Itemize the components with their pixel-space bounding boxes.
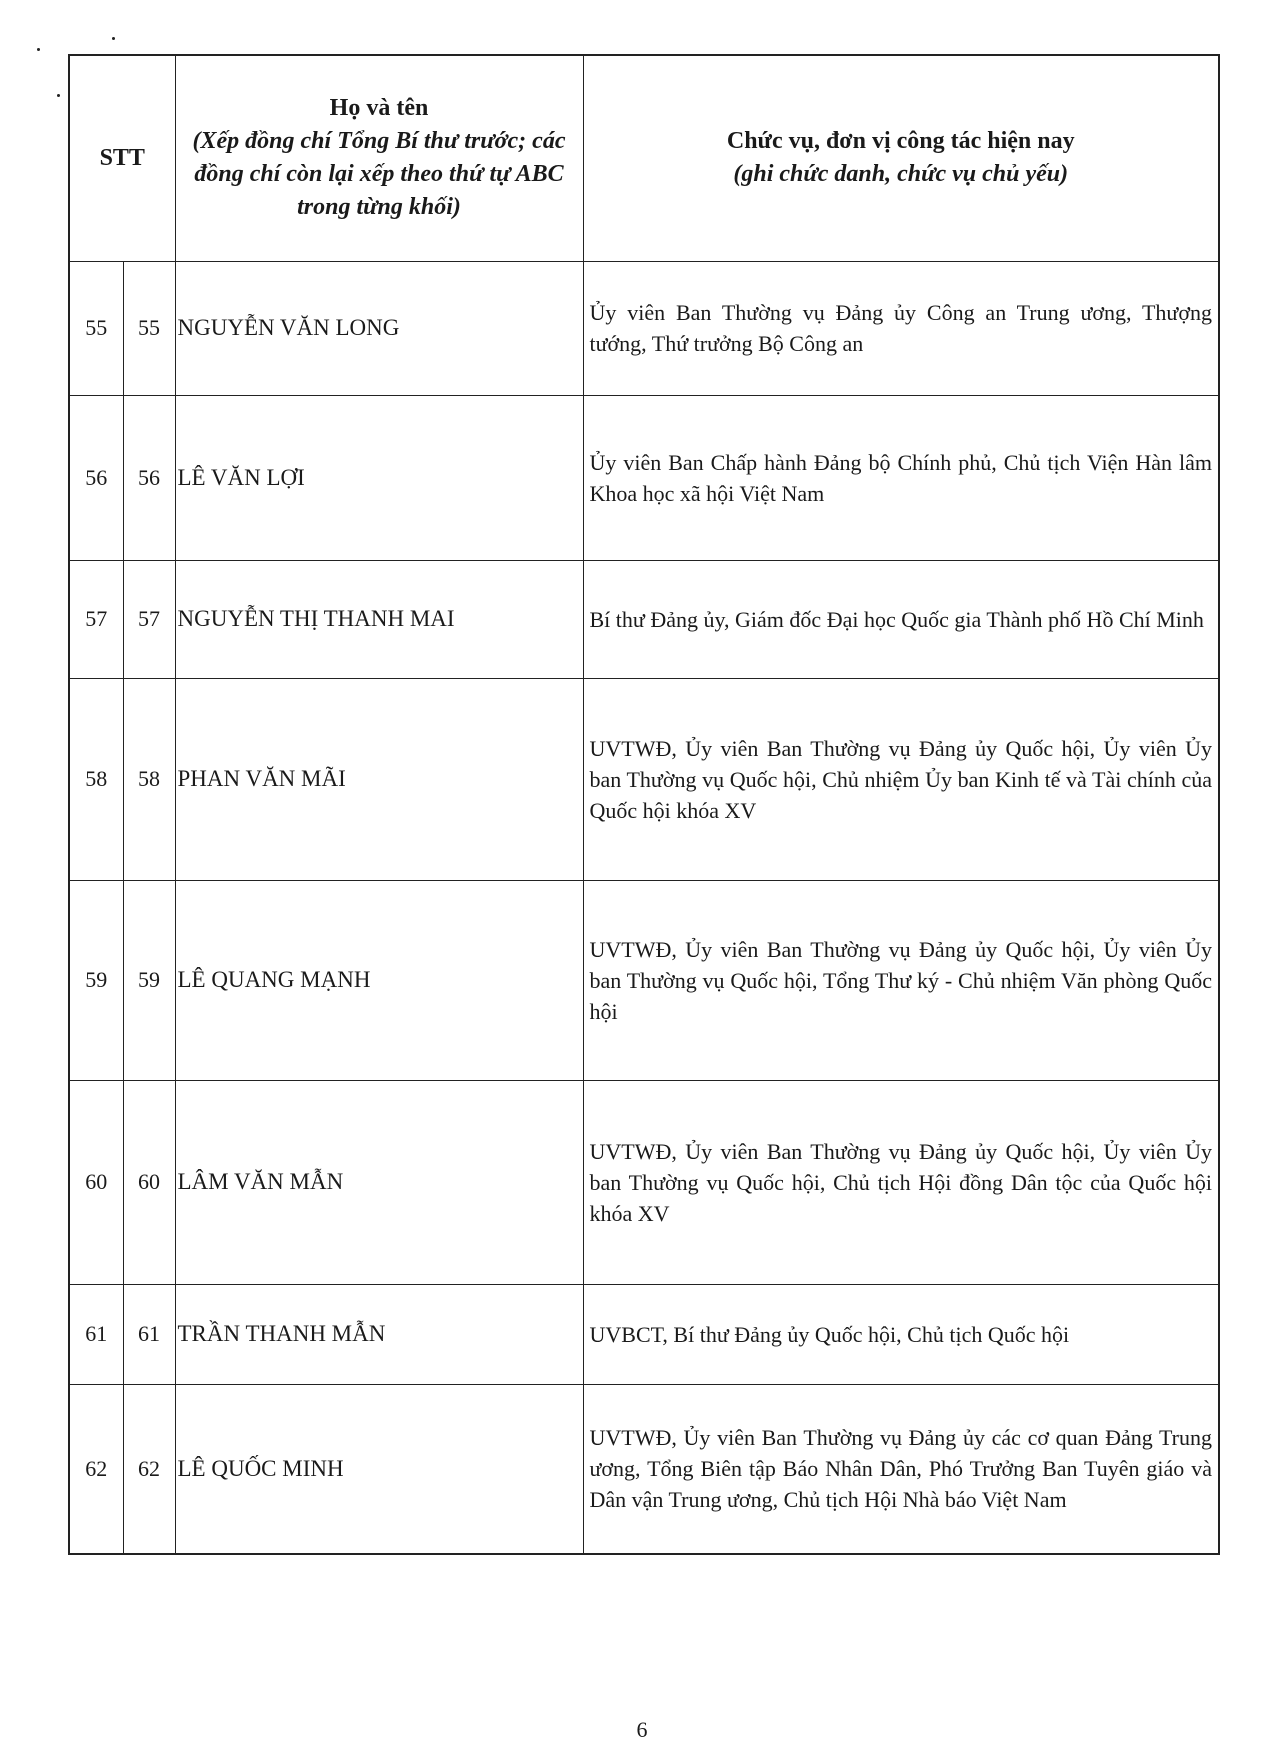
role-cell: Ủy viên Ban Chấp hành Đảng bộ Chính phủ, Chủ tịch Viện Hàn lâm Khoa học xã hội Việt Nam <box>583 395 1219 560</box>
stt-cell: 55 <box>69 261 123 395</box>
stt-cell: 62 <box>69 1384 123 1554</box>
page-number: 6 <box>636 1717 648 1742</box>
name-cell: TRẦN THANH MẪN <box>175 1284 583 1384</box>
table-row <box>69 395 1219 560</box>
scan-speck <box>112 37 115 40</box>
table-row <box>69 261 1219 395</box>
stt-sub-cell: 60 <box>123 1080 175 1284</box>
name-cell: LÂM VĂN MẪN <box>175 1080 583 1284</box>
role-cell: UVTWĐ, Ủy viên Ban Thường vụ Đảng ủy Quốc hội, Ủy viên Ủy ban Thường vụ Quốc hội, Chủ nhiệm Ủy ban Kinh tế và Tài chính của Quốc hội khóa XV <box>583 678 1219 880</box>
stt-header: STT <box>69 55 175 261</box>
name-header-title: Họ và tên <box>329 95 429 122</box>
name-header-note: (Xếp đồng chí Tổng Bí thư trước; các đồng chí còn lại xếp theo thứ tự ABC trong từng khối) <box>192 128 566 221</box>
table-row <box>69 1080 1219 1284</box>
header-row <box>69 55 1219 261</box>
name-cell: LÊ QUỐC MINH <box>175 1384 583 1554</box>
role-cell: UVTWĐ, Ủy viên Ban Thường vụ Đảng ủy các cơ quan Đảng Trung ương, Tổng Biên tập Báo Nhân Dân, Phó Trưởng Ban Tuyên giáo và Dân vận Trung ương, Chủ tịch Hội Nhà báo Việt Nam <box>583 1384 1219 1554</box>
name-cell: PHAN VĂN MÃI <box>175 678 583 880</box>
stt-cell: 56 <box>69 395 123 560</box>
stt-sub-cell: 57 <box>123 560 175 678</box>
name-cell: LÊ VĂN LỢI <box>175 395 583 560</box>
stt-cell: 61 <box>69 1284 123 1384</box>
name-cell: LÊ QUANG MẠNH <box>175 880 583 1080</box>
stt-sub-cell: 59 <box>123 880 175 1080</box>
table-row <box>69 1384 1219 1554</box>
table-row <box>69 678 1219 880</box>
table-row <box>69 880 1219 1080</box>
name-cell: NGUYỄN VĂN LONG <box>175 261 583 395</box>
role-cell: UVTWĐ, Ủy viên Ban Thường vụ Đảng ủy Quốc hội, Ủy viên Ủy ban Thường vụ Quốc hội, Tổng Thư ký - Chủ nhiệm Văn phòng Quốc hội <box>583 880 1219 1080</box>
name-cell: NGUYỄN THỊ THANH MAI <box>175 560 583 678</box>
stt-sub-cell: 58 <box>123 678 175 880</box>
role-cell: Bí thư Đảng ủy, Giám đốc Đại học Quốc gia Thành phố Hồ Chí Minh <box>583 560 1219 678</box>
role-header <box>583 55 1219 261</box>
roster-table <box>68 54 1220 1555</box>
name-header <box>175 55 583 261</box>
table-row <box>69 560 1219 678</box>
role-cell: UVBCT, Bí thư Đảng ủy Quốc hội, Chủ tịch Quốc hội <box>583 1284 1219 1384</box>
stt-sub-cell: 56 <box>123 395 175 560</box>
scan-speck <box>57 94 60 97</box>
stt-sub-cell: 61 <box>123 1284 175 1384</box>
scan-speck <box>37 48 40 51</box>
table-row <box>69 1284 1219 1384</box>
role-header-title: Chức vụ, đơn vị công tác hiện nay <box>726 128 1075 155</box>
role-cell: Ủy viên Ban Thường vụ Đảng ủy Công an Trung ương, Thượng tướng, Thứ trưởng Bộ Công an <box>583 261 1219 395</box>
role-header-note: (ghi chức danh, chức vụ chủ yếu) <box>733 161 1069 188</box>
role-cell: UVTWĐ, Ủy viên Ban Thường vụ Đảng ủy Quốc hội, Ủy viên Ủy ban Thường vụ Quốc hội, Chủ tịch Hội đồng Dân tộc của Quốc hội khóa XV <box>583 1080 1219 1284</box>
stt-cell: 60 <box>69 1080 123 1284</box>
stt-sub-cell: 55 <box>123 261 175 395</box>
stt-cell: 57 <box>69 560 123 678</box>
stt-cell: 59 <box>69 880 123 1080</box>
stt-cell: 58 <box>69 678 123 880</box>
stt-sub-cell: 62 <box>123 1384 175 1554</box>
